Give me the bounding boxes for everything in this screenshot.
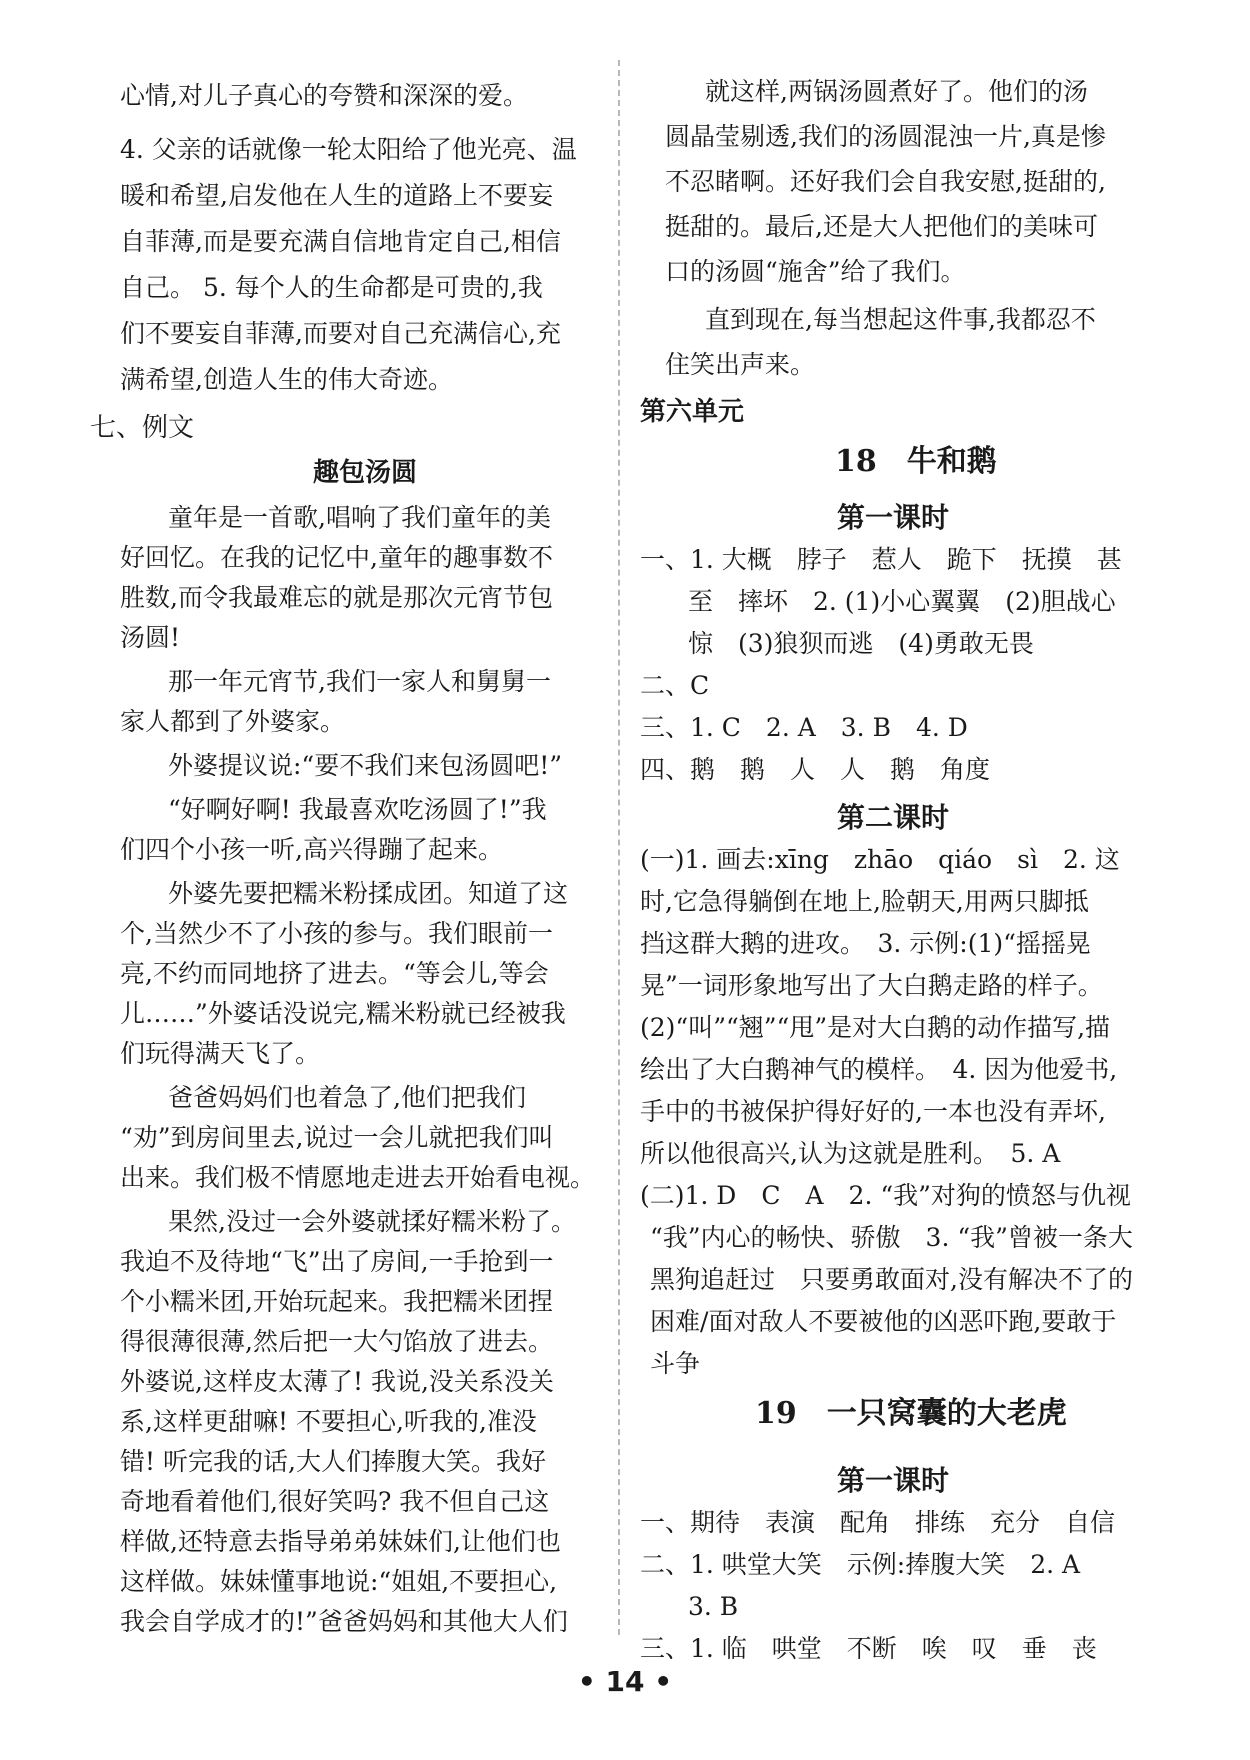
essay-line: 好回忆。在我的记忆中,童年的趣事数不 — [120, 543, 553, 572]
lesson-19-title: 19 一只窝囊的大老虎 — [755, 1396, 1067, 1431]
essay-line: 家人都到了外婆家。 — [120, 707, 346, 736]
answer-line: 困难/面对敌人不要被他的凶恶吓跑,要敢于 — [650, 1307, 1117, 1336]
answer-line: 三、1. 临 哄堂 不断 唉 叹 垂 丧 — [640, 1634, 1097, 1663]
answer-line: 斗争 — [650, 1349, 701, 1378]
essay-line: 出来。我们极不情愿地走进去开始看电视。 — [120, 1163, 596, 1192]
answer-line: 二、C — [640, 671, 710, 700]
column-divider — [618, 60, 620, 1635]
essay-line: 这样做。妹妹懂事地说:“姐姐,不要担心, — [120, 1567, 558, 1596]
essay-line: 得很薄很薄,然后把一大勺馅放了进去。 — [120, 1327, 553, 1356]
essay-line: 童年是一首歌,唱响了我们童年的美 — [168, 503, 551, 532]
essay-line: 住笑出声来。 — [665, 350, 816, 379]
essay-line: 们四个小孩一听,高兴得蹦了起来。 — [120, 835, 503, 864]
answer-line: 绘出了大白鹅神气的模样。 4. 因为他爱书, — [640, 1055, 1118, 1084]
essay-line: 不忍睹啊。还好我们会自我安慰,挺甜的, — [665, 167, 1106, 196]
essay-line: 奇地看着他们,很好笑吗? 我不但自己这 — [120, 1487, 550, 1516]
answer-line: 惊 (3)狼狈而逃 (4)勇敢无畏 — [688, 629, 1034, 658]
lesson-18-period-1: 第一课时 — [837, 501, 950, 534]
essay-line: 那一年元宵节,我们一家人和舅舅一 — [168, 667, 551, 696]
answer-line: 4. 父亲的话就像一轮太阳给了他光亮、温 — [120, 135, 577, 164]
essay-line: 外婆说,这样皮太薄了! 我说,没关系没关 — [120, 1367, 554, 1396]
answer-line: 晃”一词形象地写出了大白鹅走路的样子。 — [640, 971, 1103, 1000]
essay-line: 样做,还特意去指导弟弟妹妹们,让他们也 — [120, 1527, 561, 1556]
essay-line: 果然,没过一会外婆就揉好糯米粉了。 — [168, 1207, 576, 1236]
essay-line: 圆晶莹剔透,我们的汤圆混浊一片,真是惨 — [665, 122, 1106, 151]
essay-title: 趣包汤圆 — [313, 458, 418, 488]
page-number: • 14 • — [577, 1665, 673, 1698]
answer-line: 所以他很高兴,认为这就是胜利。 5. A — [640, 1139, 1061, 1168]
essay-line: 爸爸妈妈们也着急了,他们把我们 — [168, 1083, 526, 1112]
essay-line: “好啊好啊! 我最喜欢吃汤圆了!”我 — [168, 795, 547, 824]
answer-line: 四、鹅 鹅 人 人 鹅 角度 — [640, 755, 991, 784]
answer-line: 时,它急得躺倒在地上,脸朝天,用两只脚抵 — [640, 887, 1089, 916]
answer-line: (一)1. 画去:xīng zhāo qiáo sì 2. 这 — [640, 845, 1120, 874]
answer-line: 至 摔坏 2. (1)小心翼翼 (2)胆战心 — [688, 587, 1116, 616]
answer-line: 自己。 5. 每个人的生命都是可贵的,我 — [120, 273, 543, 302]
lesson-19-period-1: 第一课时 — [837, 1464, 950, 1497]
answer-line: 挡这群大鹅的进攻。 3. 示例:(1)“摇摇晃 — [640, 929, 1091, 958]
answer-line: 心情,对儿子真心的夸赞和深深的爱。 — [120, 81, 528, 110]
essay-line: 儿……”外婆话没说完,糯米粉就已经被我 — [120, 999, 566, 1028]
answer-line: 暖和希望,启发他在人生的道路上不要妄 — [120, 181, 553, 210]
essay-line: 就这样,两锅汤圆煮好了。他们的汤 — [705, 77, 1088, 106]
answer-line: (二)1. D C A 2. “我”对狗的愤怒与仇视 — [640, 1181, 1131, 1210]
answer-line: 3. B — [688, 1592, 739, 1621]
lesson-18-title: 18 牛和鹅 — [835, 444, 997, 479]
essay-line: 个,当然少不了小孩的参与。我们眼前一 — [120, 919, 553, 948]
unit-heading: 第六单元 — [640, 397, 745, 427]
answer-line: 满希望,创造人生的伟大奇迹。 — [120, 365, 453, 394]
answer-line: 手中的书被保护得好好的,一本也没有弄坏, — [640, 1097, 1106, 1126]
essay-line: 直到现在,每当想起这件事,我都忍不 — [705, 305, 1096, 334]
essay-line: 们玩得满天飞了。 — [120, 1039, 321, 1068]
section-heading: 七、例文 — [90, 413, 195, 443]
essay-line: 系,这样更甜嘛! 不要担心,听我的,准没 — [120, 1407, 537, 1436]
answer-line: 们不要妄自菲薄,而要对自己充满信心,充 — [120, 319, 561, 348]
essay-line: 汤圆! — [120, 623, 181, 652]
answer-line: 三、1. C 2. A 3. B 4. D — [640, 713, 968, 742]
essay-line: 口的汤圆“施舍”给了我们。 — [665, 257, 966, 286]
essay-line: 外婆提议说:“要不我们来包汤圆吧!” — [168, 751, 563, 780]
essay-line: 我迫不及待地“飞”出了房间,一手抢到一 — [120, 1247, 554, 1276]
answer-line: 一、1. 大概 脖子 惹人 跪下 抚摸 甚 — [640, 545, 1122, 574]
answer-line: 黑狗追赶过 只要勇敢面对,没有解决不了的 — [650, 1265, 1133, 1294]
essay-line: “劝”到房间里去,说过一会儿就把我们叫 — [120, 1123, 554, 1152]
answer-line: “我”内心的畅快、骄傲 3. “我”曾被一条大 — [650, 1223, 1133, 1252]
answer-line: 自菲薄,而是要充满自信地肯定自己,相信 — [120, 227, 561, 256]
essay-line: 外婆先要把糯米粉揉成团。知道了这 — [168, 879, 569, 908]
essay-line: 挺甜的。最后,还是大人把他们的美味可 — [665, 212, 1098, 241]
essay-line: 个小糯米团,开始玩起来。我把糯米团捏 — [120, 1287, 553, 1316]
answer-line: 一、期待 表演 配角 排练 充分 自信 — [640, 1508, 1116, 1537]
lesson-18-period-2: 第二课时 — [837, 801, 950, 834]
essay-line: 亮,不约而同地挤了进去。“等会儿,等会 — [120, 959, 549, 988]
essay-line: 胜数,而令我最难忘的就是那次元宵节包 — [120, 583, 553, 612]
essay-line: 错! 听完我的话,大人们捧腹大笑。我好 — [120, 1447, 546, 1476]
answer-line: 二、1. 哄堂大笑 示例:捧腹大笑 2. A — [640, 1550, 1081, 1579]
answer-line: (2)“叫”“翘”“甩”是对大白鹅的动作描写,描 — [640, 1013, 1111, 1042]
essay-line: 我会自学成才的!”爸爸妈妈和其他大人们 — [120, 1607, 568, 1636]
